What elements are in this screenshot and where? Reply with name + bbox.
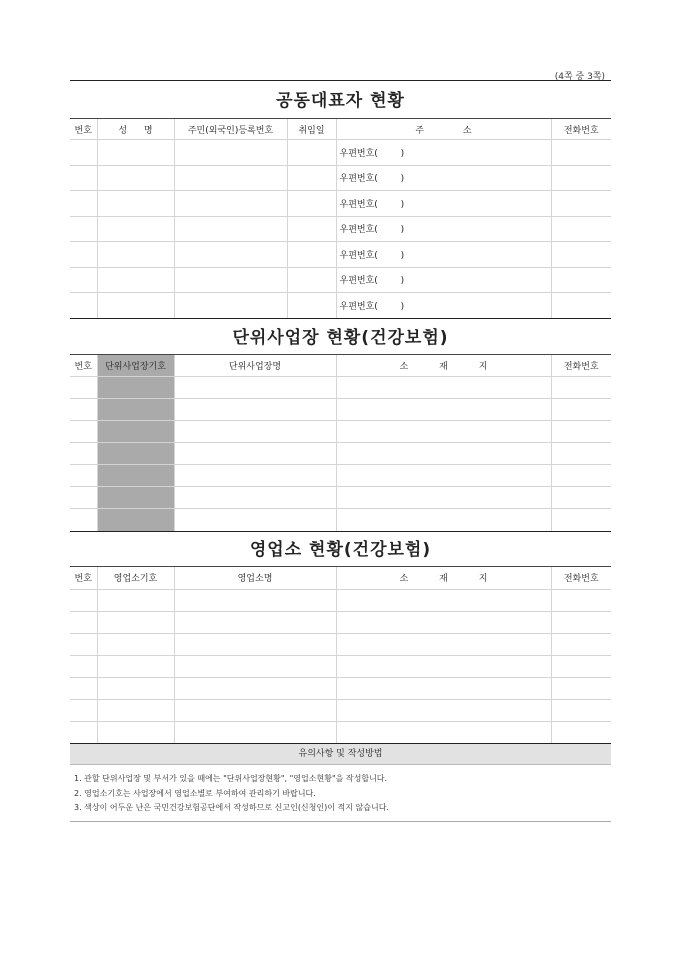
input-cell[interactable]	[70, 633, 97, 655]
input-cell[interactable]	[70, 699, 97, 721]
table-row	[70, 699, 611, 721]
input-cell[interactable]	[70, 655, 97, 677]
table-row	[70, 465, 611, 487]
input-cell[interactable]	[70, 589, 97, 611]
input-cell[interactable]	[174, 216, 287, 242]
agency-only-cell	[97, 377, 174, 399]
input-cell[interactable]	[97, 191, 174, 217]
input-cell[interactable]	[70, 140, 97, 166]
address-cell[interactable]	[336, 165, 551, 191]
header-cell: 소 재 지	[336, 566, 551, 589]
table-row	[70, 509, 611, 531]
input-cell[interactable]	[174, 465, 336, 487]
input-cell[interactable]	[551, 165, 611, 191]
input-cell[interactable]	[551, 399, 611, 421]
agency-only-cell	[97, 399, 174, 421]
input-cell[interactable]	[174, 699, 336, 721]
input-cell[interactable]	[551, 611, 611, 633]
header-cell: 전화번호	[551, 566, 611, 589]
postal-code-label: 우편번호( )	[339, 199, 405, 210]
table-row	[70, 267, 611, 293]
input-cell[interactable]	[336, 589, 551, 611]
table-row	[70, 191, 611, 217]
input-cell[interactable]	[97, 699, 174, 721]
input-cell[interactable]	[551, 465, 611, 487]
input-cell[interactable]	[551, 509, 611, 531]
header-cell: 번호	[70, 355, 97, 377]
table-row	[70, 611, 611, 633]
address-cell[interactable]	[336, 140, 551, 166]
input-cell[interactable]	[336, 633, 551, 655]
input-cell[interactable]	[287, 267, 336, 293]
input-cell[interactable]	[97, 721, 174, 743]
input-cell[interactable]	[70, 293, 97, 319]
table-row	[70, 443, 611, 465]
input-cell[interactable]	[551, 216, 611, 242]
input-cell[interactable]	[97, 611, 174, 633]
table-row	[70, 216, 611, 242]
input-cell[interactable]	[551, 633, 611, 655]
table-row	[70, 487, 611, 509]
input-cell[interactable]	[174, 293, 287, 319]
input-cell[interactable]	[174, 589, 336, 611]
input-cell[interactable]	[97, 655, 174, 677]
agency-only-cell	[97, 465, 174, 487]
input-cell[interactable]	[174, 242, 287, 268]
address-cell[interactable]	[336, 191, 551, 217]
input-cell[interactable]	[97, 293, 174, 319]
input-cell[interactable]	[70, 677, 97, 699]
table-row	[70, 140, 611, 166]
agency-only-cell	[97, 509, 174, 531]
input-cell[interactable]	[174, 165, 287, 191]
branch-table	[70, 566, 611, 744]
input-cell[interactable]	[70, 465, 97, 487]
input-cell[interactable]	[174, 655, 336, 677]
unit-site-title: 단위사업장 현황(건강보험)	[232, 328, 449, 348]
table-row	[70, 165, 611, 191]
table-row	[70, 242, 611, 268]
input-cell[interactable]	[70, 242, 97, 268]
input-cell[interactable]	[287, 165, 336, 191]
input-cell[interactable]	[336, 611, 551, 633]
header-cell: 전화번호	[551, 119, 611, 140]
table-row	[70, 677, 611, 699]
co-rep-table	[70, 118, 611, 318]
input-cell[interactable]	[551, 377, 611, 399]
input-cell[interactable]	[551, 421, 611, 443]
table-row	[70, 293, 611, 319]
postal-code-label: 우편번호( )	[339, 225, 405, 236]
input-cell[interactable]	[336, 421, 551, 443]
address-cell[interactable]	[336, 293, 551, 319]
input-cell[interactable]	[97, 242, 174, 268]
address-cell[interactable]	[336, 267, 551, 293]
input-cell[interactable]	[551, 589, 611, 611]
input-cell[interactable]	[287, 191, 336, 217]
form	[70, 80, 611, 822]
input-cell[interactable]	[551, 242, 611, 268]
input-cell[interactable]	[70, 165, 97, 191]
input-cell[interactable]	[336, 699, 551, 721]
input-cell[interactable]	[287, 140, 336, 166]
input-cell[interactable]	[551, 699, 611, 721]
input-cell[interactable]	[336, 399, 551, 421]
input-cell[interactable]	[551, 487, 611, 509]
postal-code-label: 우편번호( )	[339, 250, 405, 261]
unit-site-table	[70, 354, 611, 531]
input-cell[interactable]	[174, 633, 336, 655]
input-cell[interactable]	[336, 677, 551, 699]
input-cell[interactable]	[174, 267, 287, 293]
agency-only-cell	[97, 421, 174, 443]
co-rep-title: 공동대표자 현황	[276, 91, 405, 111]
header-cell: 주민(외국인)등록번호	[174, 119, 287, 140]
table-row	[70, 655, 611, 677]
input-cell[interactable]	[336, 487, 551, 509]
input-cell[interactable]	[174, 611, 336, 633]
input-cell[interactable]	[97, 677, 174, 699]
input-cell[interactable]	[70, 421, 97, 443]
input-cell[interactable]	[174, 399, 336, 421]
table-row	[70, 633, 611, 655]
input-cell[interactable]	[97, 633, 174, 655]
branch-title: 영업소 현황(건강보험)	[249, 539, 432, 560]
input-cell[interactable]	[174, 509, 336, 531]
input-cell[interactable]	[174, 377, 336, 399]
agency-only-cell	[97, 443, 174, 465]
input-cell[interactable]	[551, 677, 611, 699]
input-cell[interactable]	[70, 377, 97, 399]
input-cell[interactable]	[70, 611, 97, 633]
input-cell[interactable]	[287, 216, 336, 242]
input-cell[interactable]	[174, 191, 287, 217]
input-cell[interactable]	[70, 509, 97, 531]
input-cell[interactable]	[97, 267, 174, 293]
postal-code-label: 우편번호( )	[339, 148, 405, 159]
input-cell[interactable]	[70, 267, 97, 293]
input-cell[interactable]	[97, 589, 174, 611]
address-cell[interactable]	[336, 242, 551, 268]
header-cell: 주 소	[336, 119, 551, 140]
input-cell[interactable]	[551, 721, 611, 743]
input-cell[interactable]	[174, 140, 287, 166]
input-cell[interactable]	[70, 191, 97, 217]
input-cell[interactable]	[551, 140, 611, 166]
note-item: 2. 영업소기호는 사업장에서 영업소별로 부여하여 관리하기 바랍니다.	[74, 788, 316, 798]
table-row	[70, 421, 611, 443]
note-item: 3. 색상이 어두운 난은 국민건강보험공단에서 작성하므로 신고인(신청인)이 적지 않습니다.	[74, 803, 389, 812]
agency-only-cell	[97, 487, 174, 509]
input-cell[interactable]	[174, 487, 336, 509]
input-cell[interactable]	[97, 165, 174, 191]
postal-code-label: 우편번호( )	[339, 174, 405, 185]
header-cell: 전화번호	[551, 355, 611, 377]
input-cell[interactable]	[174, 721, 336, 743]
input-cell[interactable]	[70, 399, 97, 421]
input-cell[interactable]	[551, 443, 611, 465]
branch-header-row	[70, 566, 611, 589]
input-cell[interactable]	[551, 655, 611, 677]
header-cell: 영업소명	[174, 566, 336, 589]
input-cell[interactable]	[174, 421, 336, 443]
input-cell[interactable]	[70, 721, 97, 743]
input-cell[interactable]	[551, 293, 611, 319]
header-cell: 취임일	[287, 119, 336, 140]
header-cell: 성 명	[97, 119, 174, 140]
input-cell[interactable]	[70, 443, 97, 465]
input-cell[interactable]	[551, 267, 611, 293]
notes-title: 유의사항 및 작성방법	[70, 743, 611, 765]
input-cell[interactable]	[287, 293, 336, 319]
input-cell[interactable]	[336, 509, 551, 531]
header-cell: 단위사업장명	[174, 355, 336, 377]
input-cell[interactable]	[174, 677, 336, 699]
table-row	[70, 399, 611, 421]
notes-list	[70, 765, 611, 822]
note-item: 1. 관할 단위사업장 및 부서가 있을 때에는 "단위사업장현황", "영업소현황"을 작성합니다.	[74, 774, 388, 783]
postal-code-label: 우편번호( )	[339, 276, 405, 287]
input-cell[interactable]	[174, 443, 336, 465]
input-cell[interactable]	[551, 191, 611, 217]
table-row	[70, 589, 611, 611]
unit-site-header-row	[70, 355, 611, 377]
input-cell[interactable]	[97, 216, 174, 242]
header-cell: 소 재 지	[336, 355, 551, 377]
co-rep-header-row	[70, 119, 611, 140]
header-cell-shaded: 단위사업장기호	[97, 355, 174, 377]
input-cell[interactable]	[336, 377, 551, 399]
input-cell[interactable]	[336, 465, 551, 487]
postal-code-label: 우편번호( )	[339, 302, 405, 312]
header-cell: 번호	[70, 566, 97, 589]
page-number: (4쪽 중 3쪽)	[554, 72, 605, 82]
header-cell: 번호	[70, 119, 97, 140]
input-cell[interactable]	[97, 140, 174, 166]
input-cell[interactable]	[70, 216, 97, 242]
input-cell[interactable]	[70, 487, 97, 509]
address-cell[interactable]	[336, 216, 551, 242]
table-row	[70, 721, 611, 743]
input-cell[interactable]	[336, 655, 551, 677]
input-cell[interactable]	[287, 242, 336, 268]
table-row	[70, 377, 611, 399]
input-cell[interactable]	[336, 721, 551, 743]
header-cell: 영업소기호	[97, 566, 174, 589]
input-cell[interactable]	[336, 443, 551, 465]
